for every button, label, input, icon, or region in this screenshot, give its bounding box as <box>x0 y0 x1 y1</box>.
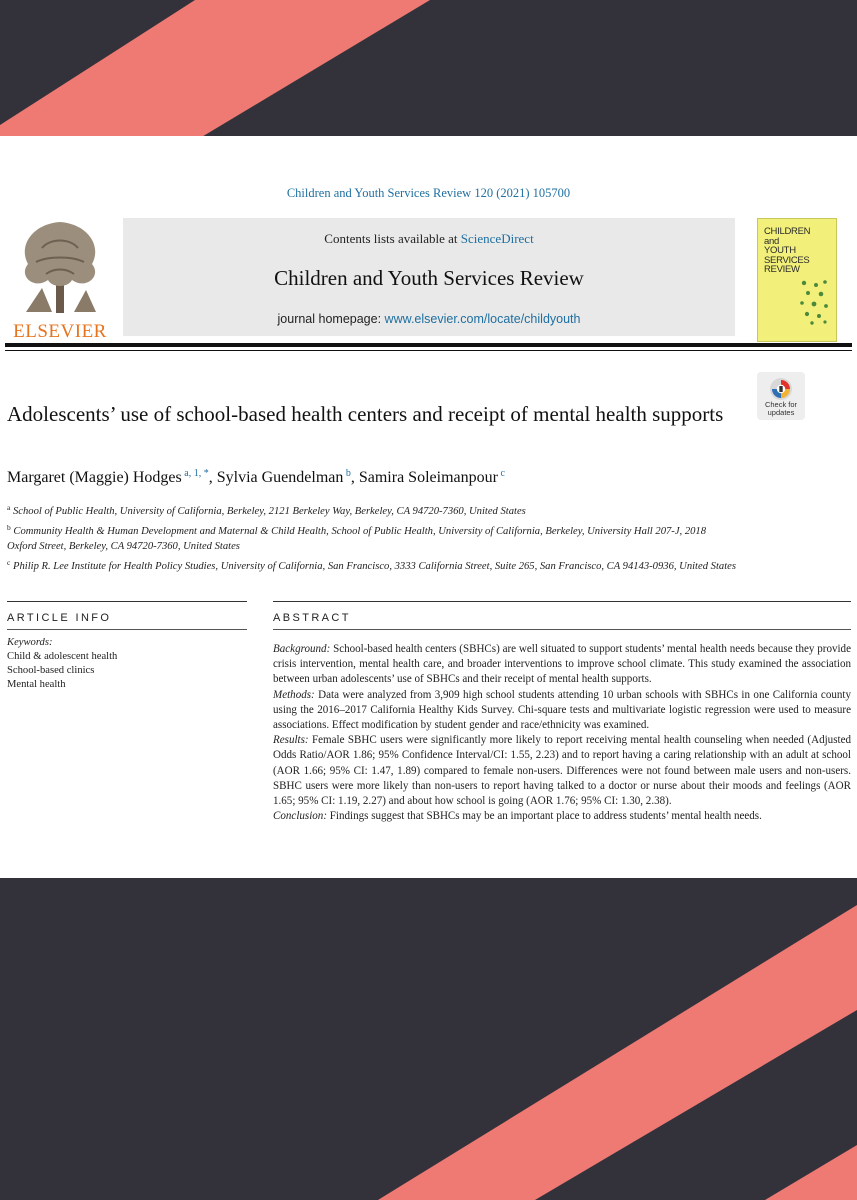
keyword-item[interactable]: School-based clinics <box>7 665 95 676</box>
cover-line: SERVICES <box>764 254 810 266</box>
article-title: Adolescents’ use of school-based health centers and receipt of mental health supports <box>7 402 724 426</box>
author-sup-text: c <box>500 468 505 479</box>
check-for-updates-button[interactable] <box>757 372 805 420</box>
affiliations <box>7 500 737 574</box>
abstract-background <box>273 642 851 688</box>
abstract-label: Background: <box>273 643 331 655</box>
journal-cover[interactable] <box>757 218 837 342</box>
author-sup-text: a, 1, * <box>184 468 209 479</box>
author-name[interactable]: Samira Soleimanpour <box>358 469 498 486</box>
author-affiliation-marks[interactable] <box>498 468 505 479</box>
check-for-updates-label <box>757 401 805 417</box>
author-separator: , <box>208 469 217 486</box>
author-name[interactable]: Margaret (Maggie) Hodges <box>7 469 182 486</box>
header-rule-thin <box>5 350 852 351</box>
contents-prefix: Contents lists available at <box>324 231 458 246</box>
homepage-prefix: journal homepage: <box>277 312 382 326</box>
bottom-right-stripe <box>378 905 857 1200</box>
affiliation-key: a <box>7 503 11 512</box>
abstract-text: Findings suggest that SBHCs may be an important place to address students’ mental health needs. <box>327 810 762 823</box>
author-separator: , <box>350 469 359 486</box>
affiliation-text: Community Health & Human Development and Maternal & Child Health, School of Public Health, University of California, Berkeley, University Hall 207-J, 2018 Oxford Street, Berkeley, CA 94720-7360, United States <box>7 525 707 552</box>
article-info-rule <box>7 601 247 602</box>
author-affiliation-marks[interactable] <box>343 468 351 479</box>
affiliation-key: c <box>7 557 11 567</box>
affiliation-item <box>7 520 737 555</box>
abstract-underline <box>273 629 851 630</box>
homepage-link[interactable]: www.elsevier.com/locate/childyouth <box>384 312 581 326</box>
journal-title: Children and Youth Services Review <box>274 266 584 290</box>
publisher-name: ELSEVIER <box>13 321 107 342</box>
abstract-rule <box>273 601 851 602</box>
affiliation-text: Philip R. Lee Institute for Health Policy Studies, University of California, San Francisco, 3333 California Street, Suite 265, San Francisco, CA 94143-0936, United States <box>13 560 736 572</box>
abstract-text: Female SBHC users were significantly more likely to report receiving mental health counseling when needed (Adjusted Odds Ratio/AOR 1.86; 95% Confidence Interval/CI: 1.55, 2.23) and to report having a caring relationship with an adult at school (AOR 1.66; 95% CI: 1.47, 1.89) compared to female non-users. Differences were not found between male users and non-users. SBHC users were more likely than non-users to report having talked to a doctor or nurse about their moods and feelings (AOR 1.65; 95% CI: 1.19, 2.27) and about how school is going (AOR 1.76; 95% CI: 1.30, 2.38). <box>273 734 851 808</box>
keyword-item[interactable]: Mental health <box>7 679 66 690</box>
header-rule <box>5 343 852 347</box>
abstract-methods <box>273 688 851 734</box>
journal-banner <box>123 218 735 336</box>
keywords-block <box>7 636 247 692</box>
keyword-item[interactable]: Child & adolescent health <box>7 651 118 662</box>
article-info-underline <box>7 629 247 630</box>
sciencedirect-link[interactable]: ScienceDirect <box>460 231 534 246</box>
abstract-heading: ABSTRACT <box>273 612 351 624</box>
article-info-heading: ARTICLE INFO <box>7 612 112 624</box>
author-name[interactable]: Sylvia Guendelman <box>216 469 344 486</box>
elsevier-tree-icon <box>12 218 108 313</box>
author-sup-text: b <box>345 468 351 479</box>
bottom-right-corner-stripe <box>765 1145 857 1200</box>
affiliation-item <box>7 500 737 520</box>
keywords-label: Keywords: <box>7 637 53 648</box>
author-list <box>7 468 807 487</box>
abstract-body <box>273 642 851 824</box>
affiliation-text: School of Public Health, University of California, Berkeley, 2121 Berkeley Way, Berkeley, CA 94720-7360, United States <box>13 506 526 517</box>
cover-line: YOUTH <box>764 245 796 256</box>
abstract-results <box>273 733 851 809</box>
homepage-line <box>123 312 735 326</box>
cover-line: CHILDREN <box>764 226 811 237</box>
check-label-line: Check for <box>764 400 798 409</box>
cover-title <box>764 227 830 275</box>
author-affiliation-marks[interactable] <box>182 468 209 479</box>
abstract-text: Data were analyzed from 3,909 high school students attending 10 urban schools with SBHCs in one California county using the 2016–2017 California Healthy Kids Survey. Chi-square tests and multivariate logistic regression were used to measure associations. Effect modification by student gender and race/ethnicity was examined. <box>273 688 851 732</box>
abstract-label: Methods: <box>273 688 315 701</box>
cover-pattern-icon <box>798 279 830 325</box>
contents-line <box>123 231 735 247</box>
check-label-line: updates <box>767 408 795 417</box>
abstract-label: Conclusion: <box>273 810 328 823</box>
affiliation-key: b <box>7 522 11 532</box>
abstract-text: School-based health centers (SBHCs) are well situated to support students’ mental health needs because they provide crisis intervention, mental health care, and broader interventions to improve school climate. This study examined the association between urban adolescents’ use of SBHCs and their receipt of mental health supports. <box>273 643 851 686</box>
elsevier-logo[interactable] <box>4 218 116 343</box>
abstract-conclusion <box>273 809 851 824</box>
affiliation-item <box>7 555 737 575</box>
article-page <box>0 136 857 878</box>
cover-line: REVIEW <box>764 264 800 275</box>
abstract-label: Results: <box>273 734 309 747</box>
cover-line: and <box>764 235 779 247</box>
check-for-updates-icon <box>769 377 793 401</box>
journal-citation[interactable]: Children and Youth Services Review 120 (2021) 105700 <box>286 186 571 200</box>
